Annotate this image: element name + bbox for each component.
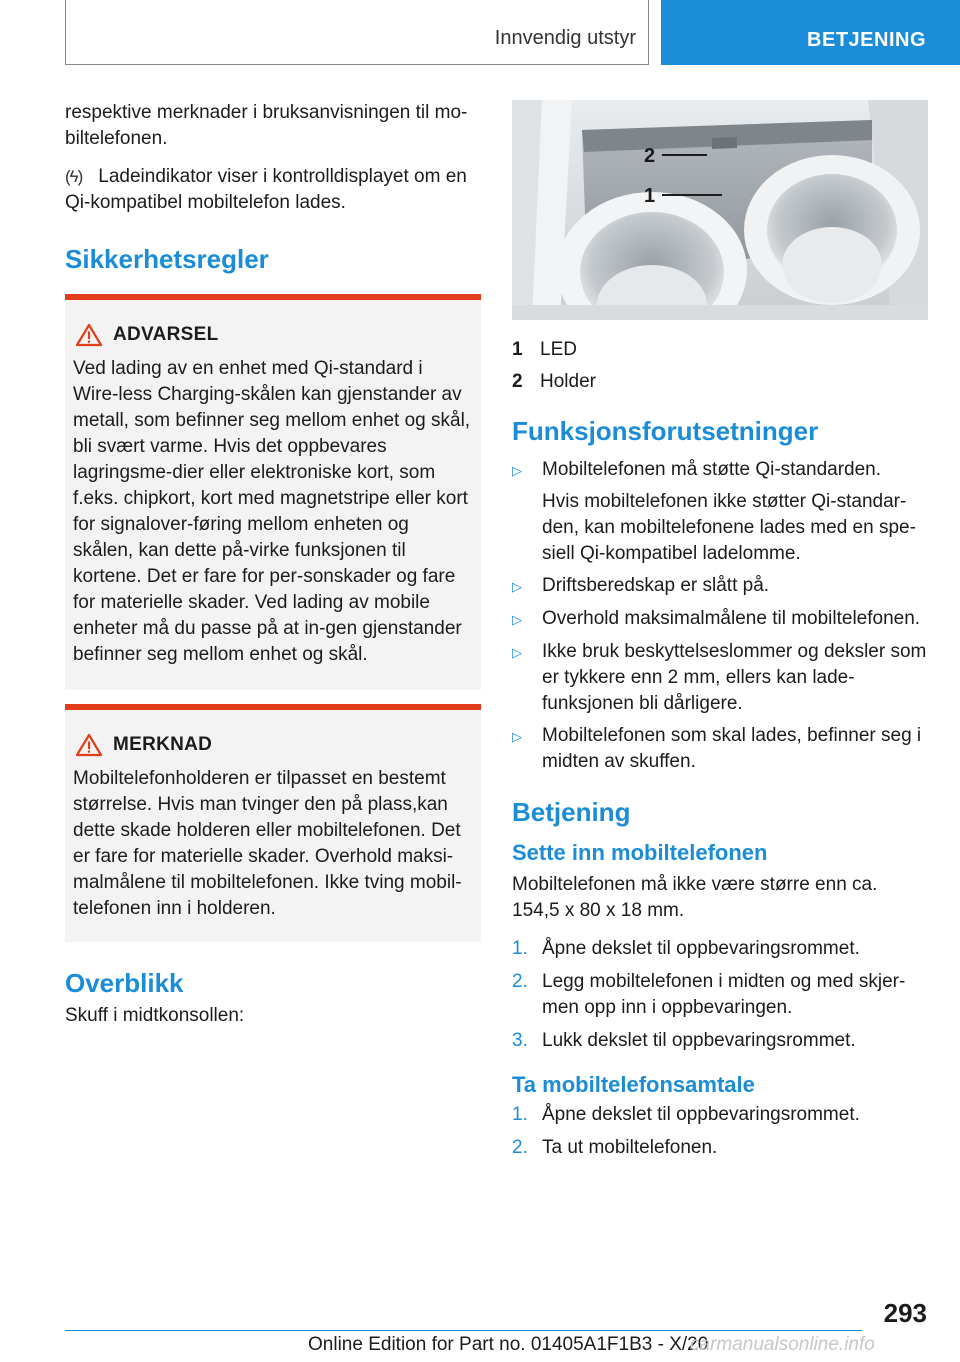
legend-item <box>512 334 928 366</box>
requirement-item <box>512 606 928 633</box>
wireless-charging-icon: (ϟ) <box>65 167 83 186</box>
note-title-row <box>73 732 473 758</box>
legend-item <box>512 366 928 398</box>
insert-steps <box>512 936 928 1054</box>
indicator-paragraph <box>65 164 481 216</box>
warning-triangle-icon <box>75 733 103 757</box>
step-text: Åpne dekslet til oppbevaringsrommet. <box>542 938 860 959</box>
step-item <box>512 1102 928 1128</box>
warning-text: Ved lading av en enhet med Qi-standard i Wire-less Charging-skålen kan gjenstander av metall, som befinner seg mellom enhet og skål, bli svært varme. Hvis det oppbevares lagringsme-dier eller elektroniske kort, som f.eks. chipkort, kort med magnetstripe eller kort for signalover-føring mellom enheten og skålen, kan dette på-virke funksjonen til kortene. Det er fare for per-sonskader og fare for materielle skader. Ved lading av mobile enheter må du passe på at in-gen gjenstander befinner seg mellom enhet og skål. <box>73 358 471 665</box>
step-item <box>512 1135 928 1161</box>
step-number: 3. <box>512 1030 528 1051</box>
step-text: Ta ut mobiltelefonen. <box>542 1137 718 1158</box>
insert-text: Mobiltelefonen må ikke være større enn ca. 154,5 x 80 x 18 mm. <box>512 874 878 921</box>
overview-text: Skuff i midtkonsollen: <box>65 1005 245 1026</box>
console-tray-photo <box>512 100 928 320</box>
requirement-subtext: Hvis mobiltelefonen ikke støtter Qi-standar-den, kan mobiltelefonene lades med en spe-siell Qi-kompatibel ladelomme. <box>542 491 916 564</box>
legend-label: Holder <box>540 371 596 392</box>
bullet-triangle-icon: ▷ <box>512 612 522 627</box>
step-number: 1. <box>512 938 528 959</box>
step-number: 2. <box>512 1137 528 1158</box>
page-number: 293 <box>883 1298 927 1328</box>
indicator-text: Ladeindikator viser i kontrolldisplayet om en Qi-kompatibel mobiltelefon lades. <box>65 166 467 213</box>
bullet-triangle-icon: ▷ <box>512 645 522 660</box>
step-number: 1. <box>512 1104 528 1125</box>
legend-label: LED <box>540 339 577 360</box>
operation-heading: Betjening <box>512 797 631 827</box>
requirement-item <box>512 639 928 717</box>
bullet-triangle-icon: ▷ <box>512 579 522 594</box>
section-title: Innvendig utstyr <box>494 27 636 49</box>
warning-title: ADVARSEL <box>113 324 219 345</box>
step-number: 2. <box>512 971 528 992</box>
requirements-heading: Funksjonsforutsetninger <box>512 416 819 446</box>
header-section-tab <box>65 0 649 65</box>
legend-number: 2 <box>512 371 523 392</box>
requirement-item <box>512 573 928 600</box>
safety-heading: Sikkerhetsregler <box>65 244 269 274</box>
edition-text: Online Edition for Part no. 01405A1F1B3 - X/20 <box>308 1334 709 1355</box>
bullet-triangle-icon: ▷ <box>512 729 522 744</box>
requirement-item <box>512 723 928 775</box>
requirement-text: Mobiltelefonen må støtte Qi-standarden. <box>542 459 882 480</box>
chapter-title: BETJENING <box>807 29 926 51</box>
overview-heading: Overblikk <box>65 968 184 998</box>
note-title: MERKNAD <box>113 734 213 755</box>
callout-2: 2 <box>644 145 656 167</box>
bullet-triangle-icon: ▷ <box>512 463 522 478</box>
note-text: Mobiltelefonholderen er tilpasset en bestemt størrelse. Hvis man tvinger den på plass,kan dette skade holderen eller mobiltelefonen. Det er fare for materielle skader. Overhold maksi-malmålene til mobiltelefonen. Ikke tving mobil-telefonen inn i holderen. <box>73 768 462 919</box>
header-chapter-tab <box>661 0 960 65</box>
requirement-text: Overhold maksimalmålene til mobiltelefonen. <box>542 608 921 629</box>
requirements-list <box>512 457 928 775</box>
callout-1: 1 <box>644 185 656 207</box>
watermark: carmanualsonline.info <box>690 1334 875 1355</box>
step-item <box>512 936 928 962</box>
footer-divider <box>65 1330 862 1331</box>
step-item <box>512 969 928 1021</box>
warning-triangle-icon <box>75 323 103 347</box>
note-box <box>65 704 481 942</box>
insert-heading: Sette inn mobiltelefonen <box>512 840 768 865</box>
step-text: Lukk dekslet til oppbevaringsrommet. <box>542 1030 856 1051</box>
right-column <box>512 100 928 1168</box>
step-item <box>512 1028 928 1054</box>
requirement-text: Ikke bruk beskyttelseslommer og deksler som er tykkere enn 2 mm, ellers kan lade-funksjonen bli dårligere. <box>542 641 927 714</box>
warning-box <box>65 294 481 690</box>
requirement-item <box>512 457 928 567</box>
call-steps <box>512 1102 928 1161</box>
intro-paragraph: respektive merknader i bruksanvisningen til mo-biltelefonen. <box>65 102 468 149</box>
console-tray-illustration <box>512 100 928 320</box>
step-text: Legg mobiltelefonen i midten og med skjer-men opp inn i oppbevaringen. <box>542 971 906 1018</box>
left-column <box>65 100 481 1029</box>
requirement-text: Driftsberedskap er slått på. <box>542 575 770 596</box>
step-text: Åpne dekslet til oppbevaringsrommet. <box>542 1104 860 1125</box>
warning-title-row <box>73 322 473 348</box>
legend-number: 1 <box>512 339 523 360</box>
photo-legend <box>512 334 928 398</box>
call-heading: Ta mobiltelefonsamtale <box>512 1072 755 1097</box>
requirement-text: Mobiltelefonen som skal lades, befinner seg i midten av skuffen. <box>542 725 922 772</box>
